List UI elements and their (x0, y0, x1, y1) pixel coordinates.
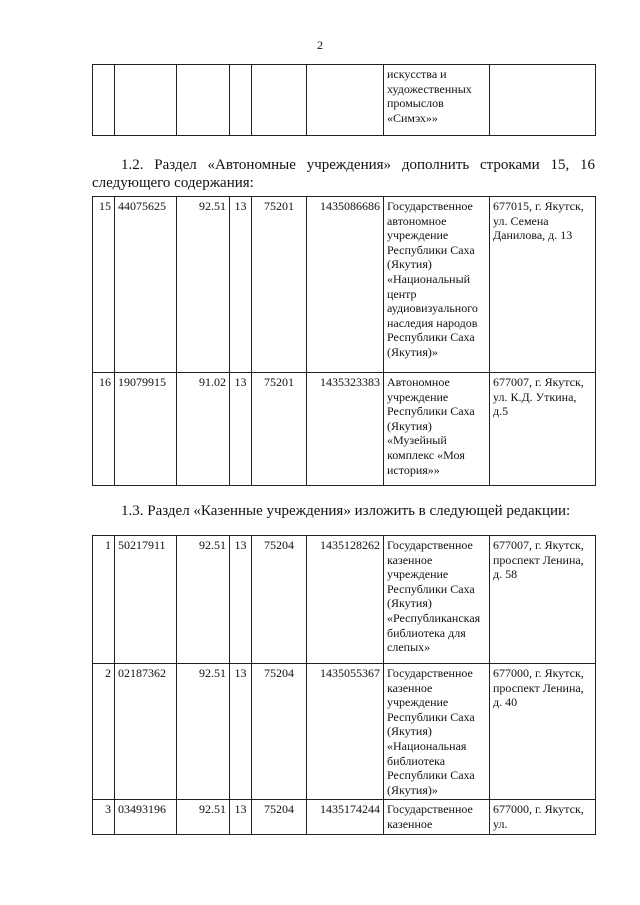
table-row (93, 65, 596, 136)
section-1-2-line-1: 1.2. Раздел «Автономные учреждения» дополнить строками 15, 16 (121, 157, 595, 173)
institution-address (490, 800, 596, 835)
okfs-code: 13 (230, 373, 252, 486)
name-line: библиотека (387, 753, 446, 768)
institution-name (384, 197, 490, 373)
oktmo-code: 75201 (252, 373, 307, 486)
okfs-code: 13 (230, 536, 252, 664)
okpo-code: 19079915 (115, 373, 177, 486)
section-1-2-paragraph (92, 156, 595, 192)
name-line: Республики Саха (387, 242, 475, 257)
row-number: 2 (93, 664, 115, 800)
okpo-code: 50217911 (115, 536, 177, 664)
okopf-code: 92.51 (177, 664, 230, 800)
address-line: 677000, г. Якутск, (493, 802, 584, 817)
name-line: «Симэх»» (387, 110, 438, 125)
okpo-code: 44075625 (115, 197, 177, 373)
okpo-code (115, 65, 177, 136)
okfs-code: 13 (230, 197, 252, 373)
oktmo-code: 75204 (252, 536, 307, 664)
name-line: Государственное (387, 666, 473, 680)
address-line: ул. Семена (493, 213, 549, 228)
okpo-code: 03493196 (115, 800, 177, 835)
name-line: (Якутия) (387, 418, 432, 433)
name-line: автономное (387, 213, 447, 228)
name-line: казенное (387, 680, 433, 695)
inn-number: 1435055367 (307, 664, 384, 800)
table-row (93, 373, 596, 486)
name-line: центр (387, 286, 417, 301)
institution-address (490, 664, 596, 800)
name-line: «Музейный (387, 433, 447, 448)
page-number: 2 (317, 38, 323, 52)
address-line: 677015, г. Якутск, (493, 199, 584, 213)
state-institutions-table (92, 535, 596, 835)
name-line: аудиовизуального (387, 301, 478, 316)
continued-table (92, 64, 596, 136)
name-line: художественных (387, 81, 472, 96)
name-line: (Якутия)» (387, 782, 438, 797)
name-line: Государственное (387, 199, 473, 213)
address-line: д.5 (493, 404, 509, 419)
okopf-code: 92.51 (177, 197, 230, 373)
name-line: Автономное (387, 375, 450, 389)
name-line: искусства и (387, 67, 447, 81)
institution-address (490, 373, 596, 486)
institution-name (384, 664, 490, 800)
address-line: д. 58 (493, 567, 518, 582)
inn-number: 1435128262 (307, 536, 384, 664)
institution-address (490, 197, 596, 373)
okopf-code (177, 65, 230, 136)
name-line: история»» (387, 462, 440, 477)
institution-name (384, 65, 490, 136)
name-line: Государственное (387, 802, 473, 817)
name-line: (Якутия) (387, 596, 432, 611)
name-line: учреждение (387, 389, 449, 404)
name-line: (Якутия) (387, 724, 432, 739)
address-line: Данилова, д. 13 (493, 228, 573, 243)
name-line: библиотека для (387, 625, 466, 640)
row-number: 15 (93, 197, 115, 373)
address-line: проспект Ленина, (493, 552, 584, 567)
inn-number (307, 65, 384, 136)
name-line: слепых» (387, 640, 431, 655)
oktmo-code: 75201 (252, 197, 307, 373)
address-line: 677007, г. Якутск, (493, 375, 584, 389)
table-row (93, 536, 596, 664)
address-line: ул. (493, 816, 508, 831)
row-number: 16 (93, 373, 115, 486)
okfs-code: 13 (230, 800, 252, 835)
name-line: «Республиканская (387, 610, 481, 625)
name-line: (Якутия)» (387, 344, 438, 359)
okopf-code: 92.51 (177, 800, 230, 835)
section-1-2-line-2: следующего содержания: (92, 175, 254, 191)
institution-name (384, 373, 490, 486)
name-line: Государственное (387, 538, 473, 552)
row-number: 3 (93, 800, 115, 835)
name-line: учреждение (387, 228, 449, 243)
name-line: (Якутия) (387, 257, 432, 272)
institution-address (490, 65, 596, 136)
institution-name (384, 536, 490, 664)
address-line: проспект Ленина, (493, 680, 584, 695)
name-line: Республики Саха (387, 330, 475, 345)
name-line: Республики Саха (387, 581, 475, 596)
name-line: казенное (387, 816, 433, 831)
name-line: учреждение (387, 567, 449, 582)
okpo-code: 02187362 (115, 664, 177, 800)
table-row (93, 664, 596, 800)
table-row (93, 197, 596, 373)
name-line: наследия народов (387, 315, 478, 330)
okopf-code: 91.02 (177, 373, 230, 486)
okfs-code: 13 (230, 664, 252, 800)
table-row (93, 800, 596, 835)
okfs-code (230, 65, 252, 136)
inn-number: 1435174244 (307, 800, 384, 835)
name-line: комплекс «Моя (387, 447, 465, 462)
address-line: 677000, г. Якутск, (493, 666, 584, 680)
name-line: казенное (387, 552, 433, 567)
inn-number: 1435323383 (307, 373, 384, 486)
okopf-code: 92.51 (177, 536, 230, 664)
name-line: Республики Саха (387, 404, 475, 419)
address-line: д. 40 (493, 695, 518, 710)
name-line: «Национальный (387, 271, 471, 286)
address-line: 677007, г. Якутск, (493, 538, 584, 552)
oktmo-code: 75204 (252, 664, 307, 800)
oktmo-code (252, 65, 307, 136)
autonomous-institutions-table (92, 196, 596, 486)
row-number (93, 65, 115, 136)
institution-name (384, 800, 490, 835)
row-number: 1 (93, 536, 115, 664)
name-line: промыслов (387, 96, 444, 111)
name-line: Республики Саха (387, 768, 475, 783)
address-line: ул. К.Д. Уткина, (493, 389, 577, 404)
inn-number: 1435086686 (307, 197, 384, 373)
institution-address (490, 536, 596, 664)
name-line: учреждение (387, 695, 449, 710)
name-line: «Национальная (387, 738, 467, 753)
section-1-3-paragraph: 1.3. Раздел «Казенные учреждения» изложить в следующей редакции: (121, 503, 571, 519)
name-line: Республики Саха (387, 709, 475, 724)
oktmo-code: 75204 (252, 800, 307, 835)
